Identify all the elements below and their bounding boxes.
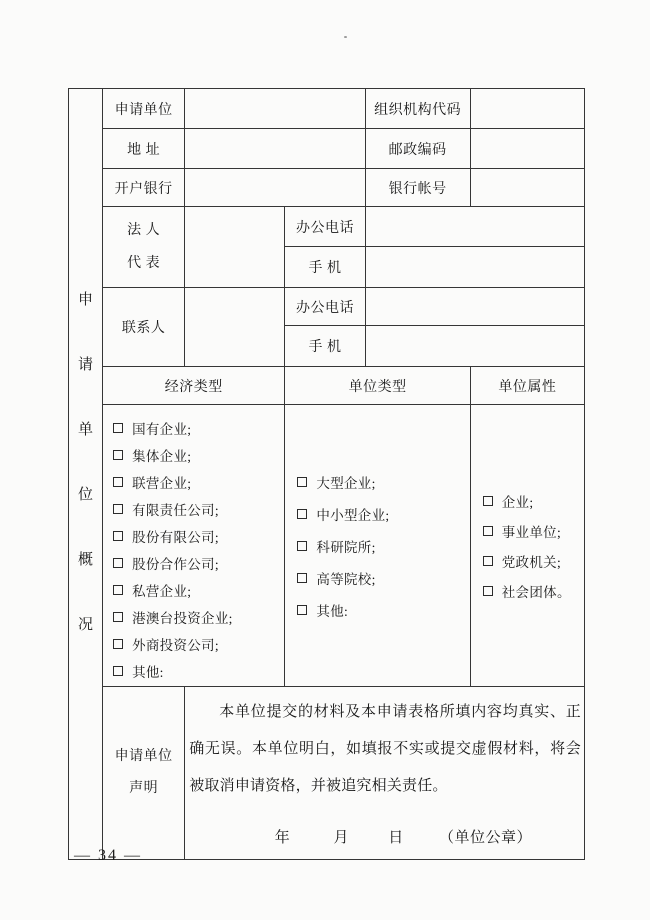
legal-office-phone-value	[365, 207, 584, 247]
checkbox-icon	[113, 477, 123, 487]
option-row	[483, 581, 584, 601]
option-row	[113, 522, 284, 549]
unit-type-options	[285, 405, 470, 687]
date-day-label: 日	[388, 830, 404, 846]
option-label: 科研院所;	[316, 539, 376, 555]
option-row	[113, 549, 284, 576]
option-label: 事业单位;	[501, 524, 562, 540]
option-row	[483, 551, 584, 571]
contact-person-label: 联系人	[103, 288, 185, 367]
checkbox-icon	[113, 612, 123, 622]
option-label: 股份合作公司;	[132, 556, 219, 572]
checkbox-icon	[483, 496, 493, 506]
option-label: 其他:	[316, 603, 349, 619]
option-row	[297, 568, 469, 588]
declaration-label-line1: 申请单位	[114, 749, 173, 764]
option-row	[297, 504, 469, 524]
checkbox-icon	[113, 531, 123, 541]
checkbox-icon	[297, 477, 307, 487]
applicant-unit-value	[185, 89, 365, 129]
bank-account-value	[470, 169, 584, 207]
option-label: 联营企业;	[132, 475, 192, 491]
contact-office-phone-value	[365, 288, 584, 326]
option-row	[113, 468, 284, 495]
option-row	[113, 657, 284, 684]
bank-name-value	[185, 169, 365, 207]
section-title-char: 请	[78, 357, 94, 373]
legal-office-phone-label: 办公电话	[285, 207, 365, 247]
checkbox-icon	[113, 504, 123, 514]
checkbox-icon	[297, 541, 307, 551]
option-label: 私营企业;	[132, 583, 192, 599]
option-row	[297, 536, 469, 556]
option-row	[113, 495, 284, 522]
checkbox-icon	[297, 509, 307, 519]
date-month-label: 月	[333, 830, 349, 846]
postal-code-value	[470, 129, 584, 169]
legal-representative-label	[103, 207, 185, 288]
option-row	[483, 491, 584, 511]
option-label: 企业;	[501, 494, 534, 510]
section-title-char: 位	[78, 487, 94, 503]
option-label: 股份有限公司;	[132, 529, 219, 545]
checkbox-icon	[113, 450, 123, 460]
section-title-char: 申	[78, 292, 94, 308]
option-label: 港澳台投资企业;	[132, 610, 233, 626]
unit-seal-label: （单位公章）	[438, 830, 532, 846]
option-row	[113, 576, 284, 603]
unit-type-header: 单位类型	[285, 367, 470, 405]
checkbox-icon	[483, 556, 493, 566]
declaration-date-line	[185, 826, 584, 847]
unit-attribute-header: 单位属性	[470, 367, 584, 405]
contact-mobile-label: 手 机	[285, 326, 365, 367]
option-row	[113, 603, 284, 630]
section-title-char: 况	[78, 617, 94, 633]
application-form-table	[68, 88, 585, 860]
option-row	[297, 472, 469, 492]
option-row	[297, 600, 469, 620]
unit-attribute-options	[470, 405, 584, 687]
contact-mobile-value	[365, 326, 584, 367]
option-row	[113, 441, 284, 468]
legal-mobile-label: 手 机	[285, 247, 365, 288]
declaration-text: 本单位提交的材料及本申请表格所填内容均真实、正确无误。本单位明白，如填报不实或提交虚假材料，将会被取消申请资格，并被追究相关责任。	[189, 704, 581, 794]
section-title-char: 概	[78, 552, 94, 568]
checkbox-icon	[297, 605, 307, 615]
legal-representative-label-line1: 法 人	[127, 223, 161, 238]
legal-representative-value	[185, 207, 285, 288]
contact-office-phone-label: 办公电话	[285, 288, 365, 326]
declaration-label	[103, 687, 185, 860]
option-label: 有限责任公司;	[132, 502, 219, 518]
option-row	[483, 521, 584, 541]
org-code-value	[470, 89, 584, 129]
section-title-vertical	[69, 89, 103, 860]
page-number: — 34 —	[74, 847, 142, 864]
option-label: 中小型企业;	[316, 507, 390, 523]
checkbox-icon	[113, 666, 123, 676]
option-label: 党政机关;	[501, 554, 562, 570]
declaration-label-line2: 声明	[129, 781, 159, 796]
option-row	[113, 414, 284, 441]
bank-account-label: 银行帐号	[365, 169, 470, 207]
checkbox-icon	[113, 639, 123, 649]
option-row	[113, 630, 284, 657]
declaration-cell	[185, 687, 585, 860]
option-label: 其他:	[132, 664, 164, 680]
economic-type-header: 经济类型	[103, 367, 285, 405]
option-label: 社会团体。	[501, 584, 571, 600]
checkbox-icon	[483, 526, 493, 536]
economic-type-options	[103, 405, 285, 687]
scan-speck	[344, 36, 347, 38]
org-code-label: 组织机构代码	[365, 89, 470, 129]
legal-representative-label-line2: 代 表	[127, 256, 161, 271]
checkbox-icon	[483, 586, 493, 596]
checkbox-icon	[297, 573, 307, 583]
checkbox-icon	[113, 558, 123, 568]
option-label: 大型企业;	[316, 475, 376, 491]
checkbox-icon	[113, 585, 123, 595]
bank-name-label: 开户银行	[103, 169, 185, 207]
option-label: 外商投资公司;	[132, 637, 219, 653]
legal-mobile-value	[365, 247, 584, 288]
postal-code-label: 邮政编码	[365, 129, 470, 169]
date-year-label: 年	[274, 830, 291, 846]
address-label: 地 址	[103, 129, 185, 169]
option-label: 国有企业;	[132, 421, 192, 437]
option-label: 高等院校;	[316, 571, 376, 587]
option-label: 集体企业;	[132, 448, 192, 464]
contact-person-value	[185, 288, 285, 367]
checkbox-icon	[113, 423, 123, 433]
address-value	[185, 129, 365, 169]
section-title-char: 单	[78, 422, 94, 438]
applicant-unit-label: 申请单位	[103, 89, 185, 129]
